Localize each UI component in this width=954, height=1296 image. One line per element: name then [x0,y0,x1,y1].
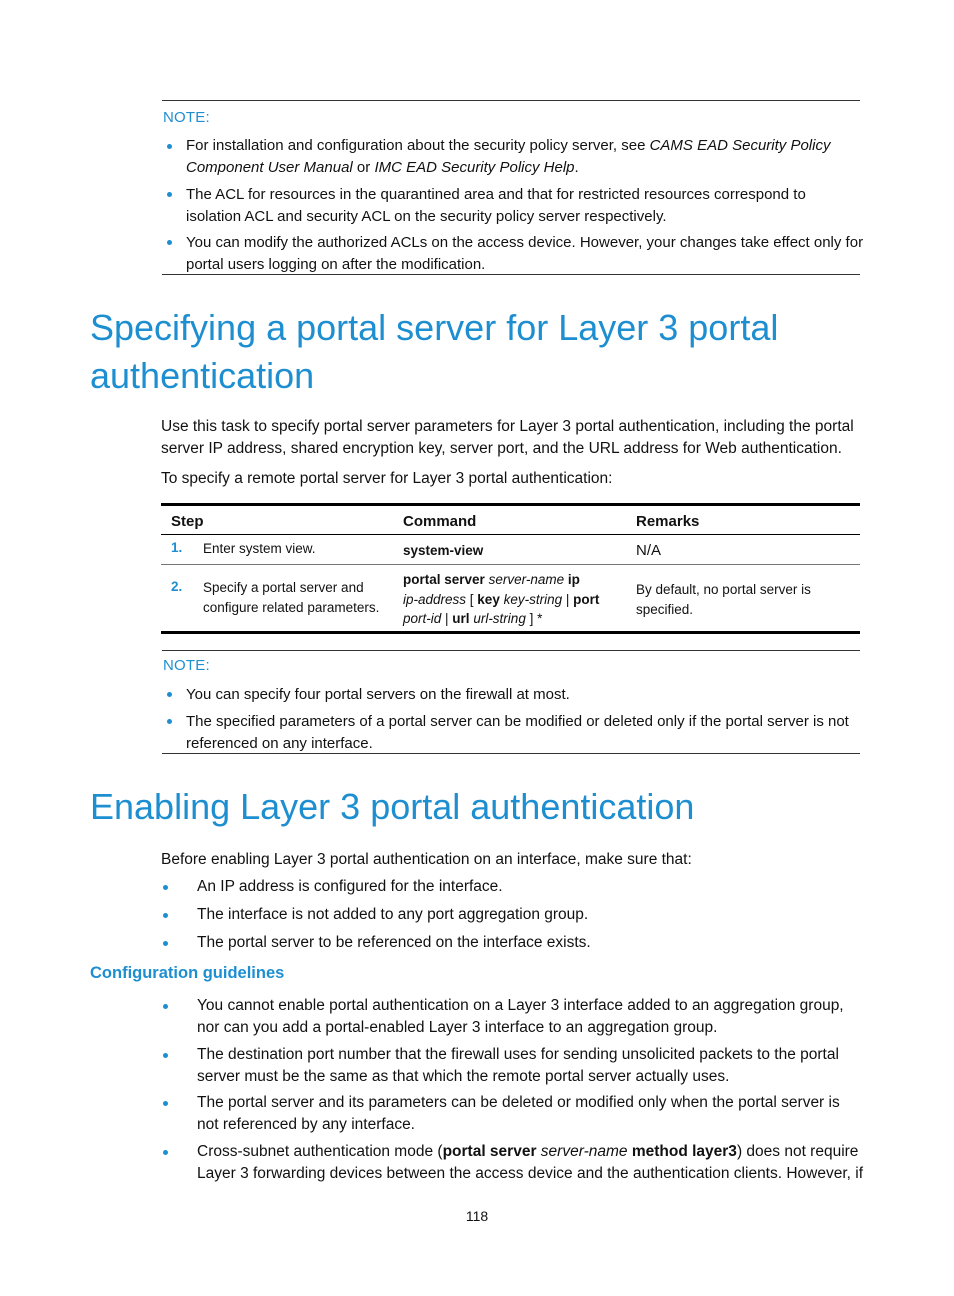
table-row-remarks: N/A [636,542,662,559]
bullet-icon [167,192,172,197]
bullet-icon [163,941,168,946]
table-row-step-number: 1. [171,540,183,555]
bullet-icon [167,240,172,245]
list-item: The interface is not added to any port aggregation group. [197,906,589,923]
note-item: The ACL for resources in the quarantined area and that for restricted resources correspond to isolation ACL and security ACL on the security policy server respectively. [186,186,806,225]
section-paragraph: Use this task to specify portal server parameters for Layer 3 portal authentication, including the portal server IP address, shared encryption key, server port, and the URL address for Web authentication. [161,418,854,457]
table-header-step: Step [171,513,204,530]
note-item: You can modify the authorized ACLs on the access device. However, your changes take effect only for portal users logging on after the modification. [186,234,864,273]
table-row-rule [161,564,860,565]
table-row-command: portal server server-name ip ip-address [ key key-string | port port-id | url url-string ] * [403,572,600,626]
table-header-remarks: Remarks [636,513,700,530]
note-top-rule [162,100,860,101]
list-item: The portal server to be referenced on the interface exists. [197,934,591,951]
bullet-icon [163,1053,168,1058]
note-label: NOTE: [163,109,210,126]
table-header-command: Command [403,513,477,530]
table-top-rule [161,503,860,506]
note-item: For installation and configuration about the security policy server, see CAMS EAD Security Policy Component User Manual or IMC EAD Security Policy Help. [186,137,831,176]
list-item: An IP address is configured for the interface. [197,878,503,895]
bullet-icon [163,1150,168,1155]
table-row-command: system-view [403,543,484,558]
note-item: You can specify four portal servers on the firewall at most. [186,686,570,703]
table-bottom-rule [161,631,860,634]
section-paragraph: Before enabling Layer 3 portal authentication on an interface, make sure that: [161,851,692,868]
subsection-heading: Configuration guidelines [90,964,285,982]
table-row-remarks: By default, no portal server is specified. [636,582,811,617]
table-row-step-number: 2. [171,579,183,594]
bullet-icon [167,719,172,724]
note-item: The specified parameters of a portal server can be modified or deleted only if the portal server is not referenced on any interface. [186,713,849,752]
note-top-rule [162,650,860,651]
bullet-icon [163,1101,168,1106]
list-item: The portal server and its parameters can be deleted or modified only when the portal server is not referenced by any interface. [197,1094,840,1133]
section-heading: Enabling Layer 3 portal authentication [90,786,695,827]
list-item: The destination port number that the firewall uses for sending unsolicited packets to the portal server must be the same as that which the remote portal server actually uses. [197,1046,839,1085]
table-row-step: Enter system view. [203,541,316,556]
bullet-icon [167,144,172,149]
page-number: 118 [465,1208,489,1224]
section-paragraph: To specify a remote portal server for Layer 3 portal authentication: [161,470,613,487]
table-row-step: Specify a portal server and configure related parameters. [203,580,380,615]
note-bottom-rule [162,274,860,275]
section-heading: Specifying a portal server for Layer 3 portal authentication [90,307,779,396]
note-label: NOTE: [163,657,210,674]
list-item: You cannot enable portal authentication on a Layer 3 interface added to an aggregation group, nor can you add a portal-enabled Layer 3 interface to an aggregation group. [197,997,844,1036]
bullet-icon [163,885,168,890]
table-header-rule [161,534,860,535]
bullet-icon [163,913,168,918]
note-bottom-rule [162,753,860,754]
bullet-icon [163,1004,168,1009]
bullet-icon [167,692,172,697]
list-item: Cross-subnet authentication mode (portal server server-name method layer3) does not require Layer 3 forwarding devices between the access device and the authentication clients. However, if [197,1143,864,1182]
